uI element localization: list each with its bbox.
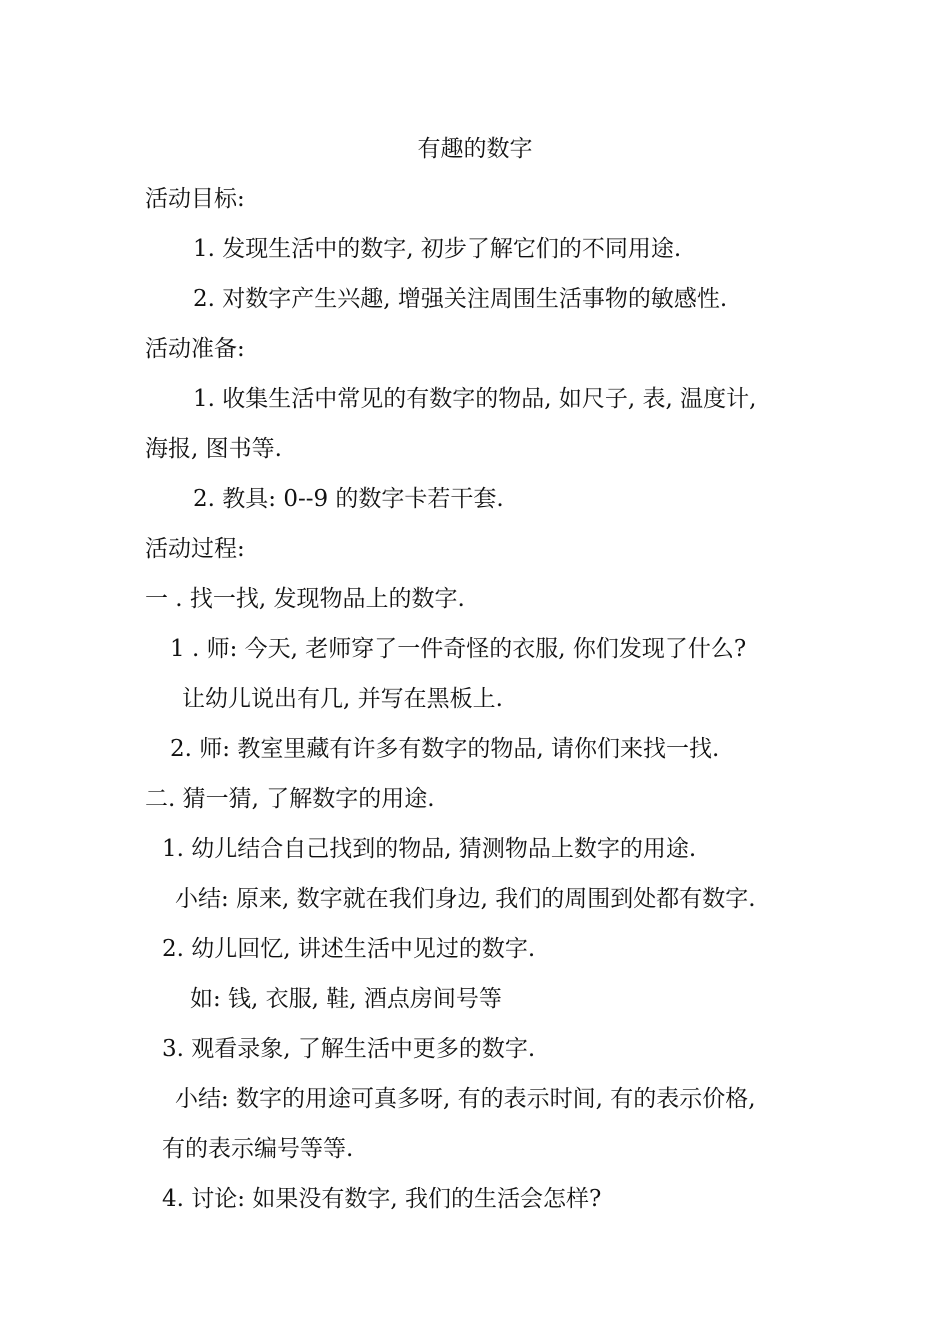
goal-item-1: 1. 发现生活中的数字, 初步了解它们的不同用途.: [193, 236, 682, 262]
process-step-1-item-1-note: 让幼儿说出有几, 并写在黑板上.: [182, 686, 503, 712]
document-title: 有趣的数字: [417, 136, 533, 162]
process-step-1-heading: 一 . 找一找, 发现物品上的数字.: [145, 586, 465, 612]
process-step-1-item-1: 1 . 师: 今天, 老师穿了一件奇怪的衣服, 你们发现了什么?: [170, 636, 747, 662]
section-heading-preparation: 活动准备:: [145, 336, 245, 362]
process-step-2-item-2: 2. 幼儿回忆, 讲述生活中见过的数字.: [162, 936, 536, 962]
process-step-2-item-1: 1. 幼儿结合自己找到的物品, 猜测物品上数字的用途.: [162, 836, 697, 862]
preparation-item-1-cont: 海报, 图书等.: [145, 436, 282, 462]
section-heading-process: 活动过程:: [145, 536, 245, 562]
goal-item-2: 2. 对数字产生兴趣, 增强关注周围生活事物的敏感性.: [193, 286, 728, 312]
preparation-item-1: 1. 收集生活中常见的有数字的物品, 如尺子, 表, 温度计,: [193, 386, 757, 412]
process-step-1-item-2: 2. 师: 教室里藏有许多有数字的物品, 请你们来找一找.: [170, 736, 720, 762]
section-heading-goals: 活动目标:: [145, 186, 245, 212]
process-step-2-heading: 二. 猜一猜, 了解数字的用途.: [145, 786, 435, 812]
process-step-2-summary-2-cont: 有的表示编号等等.: [162, 1136, 354, 1162]
process-step-2-item-2-example: 如: 钱, 衣服, 鞋, 酒点房间号等: [190, 986, 502, 1012]
process-step-2-summary-1: 小结: 原来, 数字就在我们身边, 我们的周围到处都有数字.: [175, 886, 756, 912]
process-step-2-item-3: 3. 观看录象, 了解生活中更多的数字.: [162, 1036, 536, 1062]
preparation-item-2: 2. 教具: 0--9 的数字卡若干套.: [193, 486, 504, 512]
process-step-2-summary-2: 小结: 数字的用途可真多呀, 有的表示时间, 有的表示价格,: [175, 1086, 756, 1112]
process-step-2-item-4: 4. 讨论: 如果没有数字, 我们的生活会怎样?: [162, 1186, 602, 1212]
